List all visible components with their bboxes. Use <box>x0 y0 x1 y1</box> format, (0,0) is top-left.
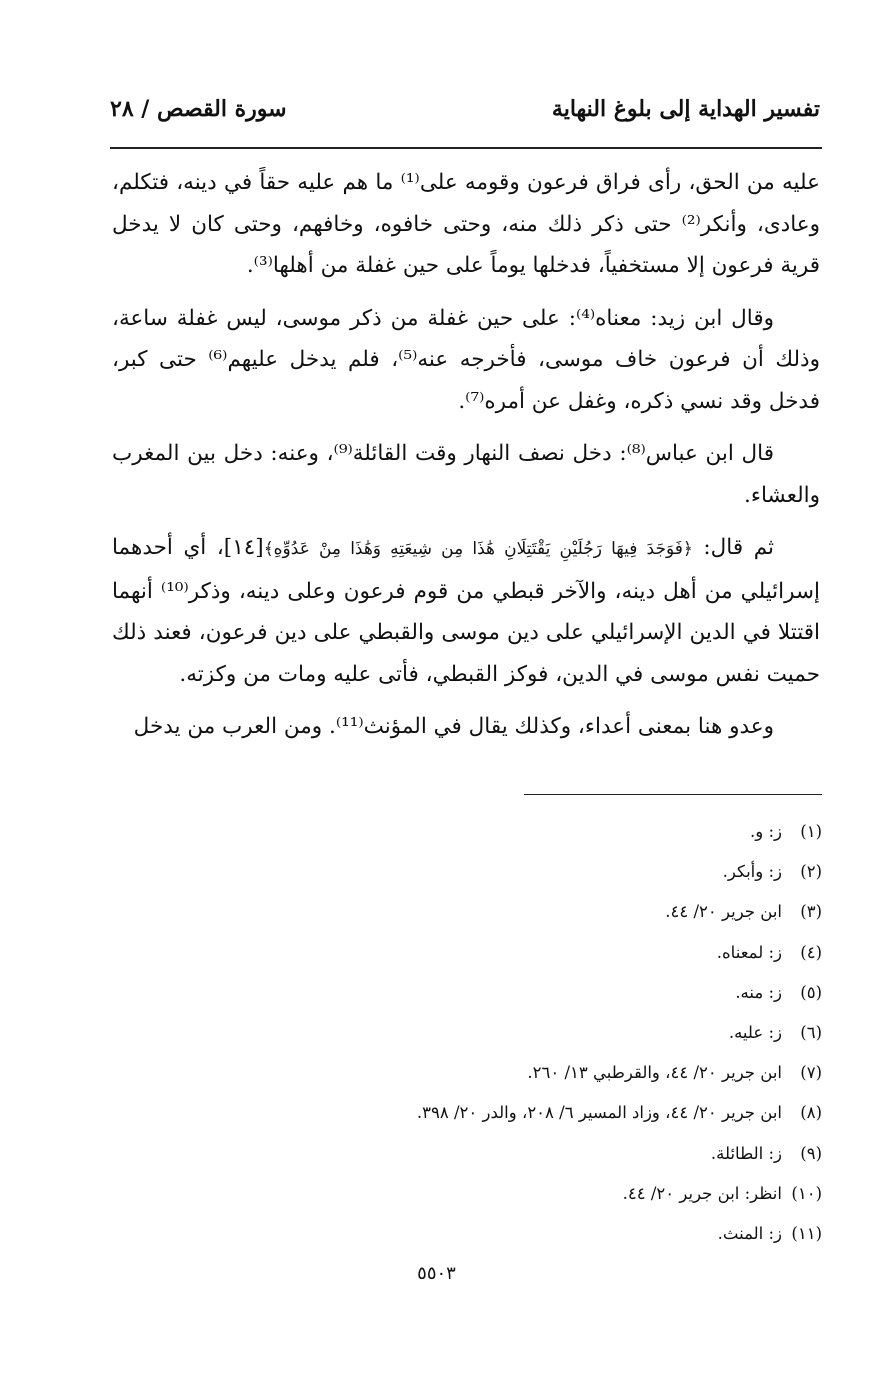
page-number: ٥٥٠٣ <box>417 1263 456 1284</box>
footnote-text: ز: و. <box>750 822 782 841</box>
footnote <box>180 812 822 852</box>
footnote-text: ز: عليه. <box>728 1023 782 1043</box>
footnote <box>180 973 822 1013</box>
footnote-number: (٦) <box>800 1023 822 1043</box>
footnote-text: انظر: ابن جرير ٢٠/ ٤٤. <box>622 1183 782 1203</box>
footnote-number: (٧) <box>800 1063 822 1083</box>
footnote-text: ابن جرير ٢٠/ ٤٤، والقرطبي ١٣/ ٢٦٠. <box>527 1063 782 1083</box>
paragraph-1: عليه من الحق، رأى فراق فرعون وقومه على⁽¹⁾ ما هم عليه حقاً في دينه، فتكلم، وعادى، وأنكر⁽²⁾ حتى ذكر ذلك منه، وحتى خافوه، وخافهم، وحتى كان لا يدخل قرية فرعون إلا مستخفياً، فدخلها يوماً على حين غفلة من أهلها⁽³⁾. <box>112 170 820 278</box>
footnote-text: ز: منه. <box>735 982 782 1002</box>
paragraph-2: وقال ابن زيد: معناه⁽⁴⁾: على حين غفلة من ذكر موسى، ليس غفلة ساعة، وذلك أن فرعون خاف موسى، فأخرجه عنه⁽⁵⁾، فلم يدخل عليهم⁽⁶⁾ حتى كبر، فدخل وقد نسي ذكره، وغفل عن أمره⁽⁷⁾. <box>112 305 820 414</box>
footnotes <box>180 812 822 1254</box>
footnote-text: ابن جرير ٢٠/ ٤٤، وزاد المسير ٦/ ٢٠٨، والدر ٢٠/ ٣٩٨. <box>416 1103 782 1123</box>
footnote-text: ز: المنث. <box>717 1224 782 1244</box>
footnote <box>180 1134 822 1174</box>
footnote-number: (٥) <box>800 982 822 1002</box>
paragraph-5: وعدو هنا بمعنى أعداء، وكذلك يقال في المؤنث⁽¹¹⁾. ومن العرب من يدخل <box>133 714 774 739</box>
footnote <box>180 892 822 932</box>
footnote <box>180 1093 822 1133</box>
main-text <box>112 162 820 759</box>
footnote-text: ز: الطائلة. <box>710 1143 782 1163</box>
paragraph-4 <box>112 527 820 695</box>
quran-verse: ﴿فَوَجَدَ فِيهَا رَجُلَيْنِ يَقْتَتِلَانِ هَٰذَا مِن شِيعَتِهِ وَهَٰذَا مِنْ عَدُوِّهِ﴾ <box>263 539 693 559</box>
footnote <box>180 1013 822 1053</box>
footnote-number: (١١) <box>791 1224 822 1244</box>
footnote <box>180 933 822 973</box>
footnote-text: ابن جرير ٢٠/ ٤٤. <box>665 902 782 922</box>
footnote-number: (٤) <box>800 942 822 962</box>
running-header <box>110 96 820 136</box>
book-title: تفسير الهداية إلى بلوغ النهاية <box>551 96 820 122</box>
footnote <box>180 1174 822 1214</box>
footnote-text: ز: وأبكر. <box>722 862 782 882</box>
footnote <box>180 1053 822 1093</box>
footnote-number: (٨) <box>800 1103 822 1123</box>
footnote-number: (٣) <box>800 902 822 922</box>
footnote-text: ز: لمعناه. <box>716 942 782 962</box>
footnote <box>180 852 822 892</box>
footnote-number: (٩) <box>800 1143 822 1163</box>
footnote-number: (١٠) <box>791 1183 822 1203</box>
paragraph-4-intro: ثم قال: <box>692 535 774 560</box>
footnote-number: (١) <box>800 822 822 841</box>
footnote-rule <box>524 794 822 795</box>
footnote-number: (٢) <box>800 862 822 882</box>
surah-label: سورة القصص / ٢٨ <box>110 96 287 122</box>
footnote <box>180 1214 822 1254</box>
header-rule <box>110 147 822 149</box>
paragraph-4-rest: [١٤]، أي أحدهما إسرائيلي من أهل دينه، والآخر قبطي من قوم فرعون وعلى دينه، وذكر⁽¹⁰⁾ أنهما اقتتلا في الدين الإسرائيلي على دين موسى والقبطي على دين فرعون، فعند ذلك حميت نفس موسى في الدين، فوكز القبطي، فأتى عليه ومات من وكزته. <box>112 535 820 687</box>
paragraph-3: قال ابن عباس⁽⁸⁾: دخل نصف النهار وقت القائلة⁽⁹⁾، وعنه: دخل بين المغرب والعشاء. <box>112 441 820 508</box>
